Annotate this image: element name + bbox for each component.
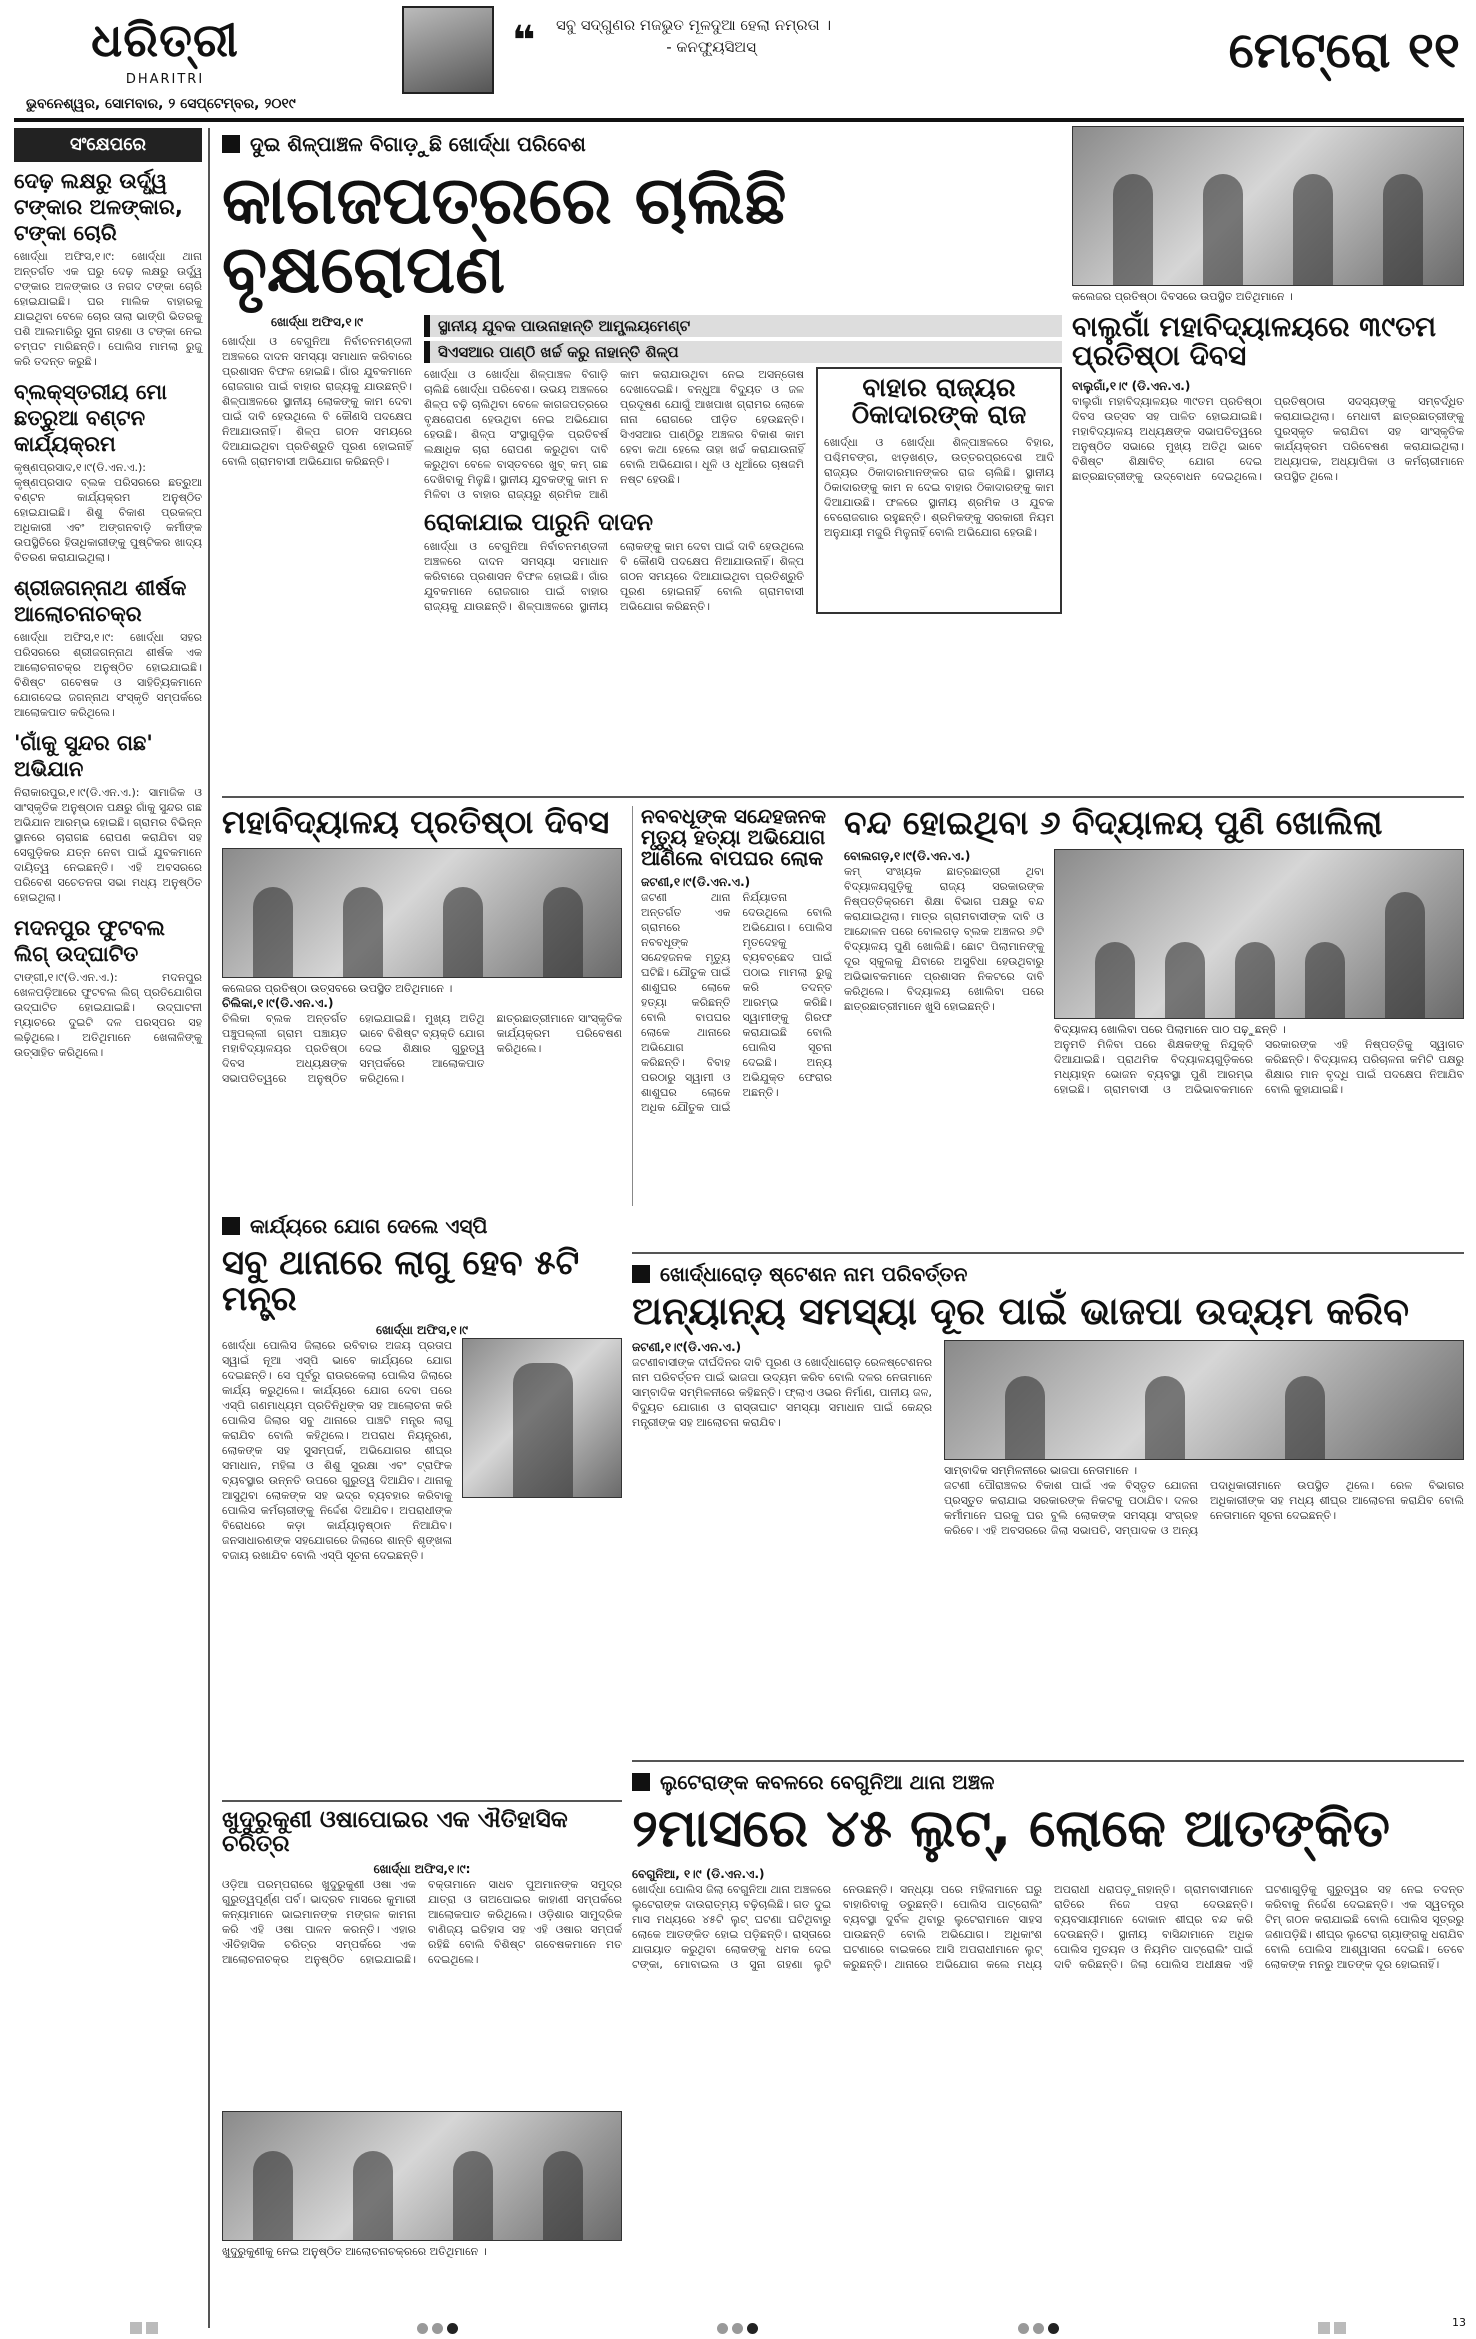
newspaper-logo xyxy=(70,8,260,94)
sidebar-headline: ବାହାର ରାଜ୍ୟର ଠିକାଦାରଙ୍କ ରାଜ xyxy=(851,372,1027,430)
sp-headline: ସବୁ ଥାନାରେ ଲାଗୁ ହେବ ୫ଟି ମନ୍ତ୍ର xyxy=(222,1243,580,1319)
lead-headline: କାଗଜପତ୍ରରେ ଚାଲିଛି ବୃକ୍ଷରୋପଣ xyxy=(222,162,787,309)
college-story xyxy=(222,806,622,1206)
loot-story xyxy=(632,1760,1464,2310)
balugaon-byline: ବାଲୁଗାଁ,୧।୯ (ଡି.ଏନ.ଏ.) xyxy=(1072,378,1191,393)
loot-byline: ବେଗୁନିଆ, ୧।୯ (ଡି.ଏନ.ଏ.) xyxy=(632,1866,765,1881)
masthead xyxy=(0,0,1476,120)
sp-story xyxy=(222,1212,622,1792)
college-byline: ଚିଲିକା,୧।୯(ଡି.ଏନ.ଏ.) xyxy=(222,995,334,1010)
bjp-body: ଜଟଣୀବାସୀଙ୍କ ଦୀର୍ଘଦିନର ଦାବି ପୂରଣ ଓ ଖୋର୍ଦ୍ଧାରୋଡ଼ ରେଳଷ୍ଟେଶନର ନାମ ପରିବର୍ତ୍ତନ ପାଇଁ ଭାଜପା ଉଦ୍ୟମ କରିବ ବୋଲି ଦଳର ନେତାମାନେ ସାମ୍ବାଦିକ ସମ୍ମିଳନୀରେ କହିଛନ୍ତି। ଫ୍ଲାଏ ଓଭର ନିର୍ମାଣ, ପାନୀୟ ଜଳ, ବିଦ୍ୟୁତ ଯୋଗାଣ ଓ ରାସ୍ତାଘାଟ ସମସ୍ୟା ସମାଧାନ ପାଇଁ କେନ୍ଦ୍ର ମନ୍ତ୍ରୀଙ୍କ ସହ ଆଲୋଚନା କରାଯିବ। xyxy=(632,1355,932,1429)
briefs-header: ସଂକ୍ଷେପରେ xyxy=(14,128,202,162)
dowry-story xyxy=(632,806,832,1206)
brief-body: ଟାଙ୍ଗୀ,୧।୯(ଡି.ଏନ.ଏ.): ମଦନପୁର ଖେଳପଡ଼ିଆରେ ଫୁଟବଲ ଲିଗ୍‌ ପ୍ରତିଯୋଗିତା ଉଦ୍‌ଘାଟିତ ହୋଇଯାଇଛି। ଉଦ୍‌ଘାଟନୀ ମ୍ୟାଚରେ ଦୁଇଟି ଦଳ ପରସ୍ପର ସହ ଲଢ଼ିଥିଲେ। ଅତିଥିମାନେ ଖେଳାଳିଙ୍କୁ ଉତ୍ସାହିତ କରିଥିଲେ। xyxy=(14,971,202,1059)
history-byline: ଖୋର୍ଦ୍ଧା ଅଫିସ,୧।୯: xyxy=(373,1862,471,1877)
history-story xyxy=(222,1800,622,2310)
history-body: ଓଡ଼ିଆ ପରମ୍ପରାରେ ଖୁଦୁରୁକୁଣୀ ଓଷା ଏକ ଗୁରୁତ୍ୱପୂର୍ଣ୍ଣ ପର୍ବ। ଭାଦ୍ରବ ମାସରେ କୁମାରୀ କନ୍ୟାମାନେ ଭାଇମାନଙ୍କ ମଙ୍ଗଳ କାମନା କରି ଏହି ଓଷା ପାଳନ କରନ୍ତି। ଏହାର ଐତିହାସିକ ଚରିତ୍ର ସମ୍ପର୍କରେ ଏକ ଆଲୋଚନାଚକ୍ର ଅନୁଷ୍ଠିତ ହୋଇଯାଇଛି। ବକ୍ତାମାନେ ସାଧବ ପୁଅମାନଙ୍କ ସମୁଦ୍ର ଯାତ୍ରା ଓ ତାଅପୋଇର କାହାଣୀ ସମ୍ପର୍କରେ ଆଲୋକପାତ କରିଥିଲେ। ଓଡ଼ିଶାର ସାମୁଦ୍ରିକ ବାଣିଜ୍ୟ ଇତିହାସ ସହ ଏହି ଓଷାର ସମ୍ପର୍କ ରହିଛି ବୋଲି ବିଶିଷ୍ଟ ଗବେଷକମାନେ ମତ ଦେଇଥିଲେ। xyxy=(222,1878,622,1967)
bjp-headline: ଅନ୍ୟାନ୍ୟ ସମସ୍ୟା ଦୂର ପାଇଁ ଭାଜପା ଉଦ୍ୟମ କରିବ xyxy=(632,1289,1410,1333)
brief-title: ଦେଢ଼ ଲକ୍ଷରୁ ଉର୍ଦ୍ଧ୍ୱ ଟଙ୍କାର ଅଳଙ୍କାର, ଟଙ୍କା ଚୋରି xyxy=(14,169,183,245)
brief-title: ଶ୍ରୀଜଗନ୍ନାଥ ଶୀର୍ଷକ ଆଲୋଚନାଚକ୍ର xyxy=(14,576,187,626)
brief-body: ଖୋର୍ଦ୍ଧା ଅଫିସ,୧।୯: ଖୋର୍ଦ୍ଧା ସହର ପରିସରରେ ଶ୍ରୀଜଗନ୍ନାଥ ଶୀର୍ଷକ ଏକ ଆଲୋଚନାଚକ୍ର ଅନୁଷ୍ଠିତ ହୋଇଯାଇଛି। ବିଶିଷ୍ଟ ଗବେଷକ ଓ ସାହିତ୍ୟିକମାନେ ଯୋଗଦେଇ ଜଗନ୍ନାଥ ସଂସ୍କୃତି ସମ୍ପର୍କରେ ଆଲୋକପାତ କରିଥିଲେ। xyxy=(14,631,202,719)
sp-body: ଖୋର୍ଦ୍ଧା ପୋଲିସ ଜିଲାରେ ରବିବାର ଅଜୟ ପ୍ରତାପ ସ୍ୱାଇଁ ନୂଆ ଏସ୍‌ପି ଭାବେ କାର୍ଯ୍ୟରେ ଯୋଗ ଦେଇଛନ୍ତି। ସେ ପୂର୍ବରୁ ରାଉରକେଲା ପୋଲିସ ଜିଲାରେ କାର୍ଯ୍ୟ କରୁଥିଲେ। କାର୍ଯ୍ୟରେ ଯୋଗ ଦେବା ପରେ ଏସ୍‌ପି ଗଣମାଧ୍ୟମ ପ୍ରତିନିଧିଙ୍କ ସହ ଆଲୋଚନା କରି ପୋଲିସ ଜିଲାର ସବୁ ଥାନାରେ ପାଞ୍ଚଟି ମନ୍ତ୍ର ଲାଗୁ କରାଯିବ ବୋଲି କହିଥିଲେ। ଅପରାଧ ନିୟନ୍ତ୍ରଣ, ଲୋକଙ୍କ ସହ ସୁସମ୍ପର୍କ, ଅଭିଯୋଗର ଶୀଘ୍ର ସମାଧାନ, ମହିଳା ଓ ଶିଶୁ ସୁରକ୍ଷା ଏବଂ ଟ୍ରାଫିକ ବ୍ୟବସ୍ଥାର ଉନ୍ନତି ଉପରେ ଗୁରୁତ୍ୱ ଦିଆଯିବ। ଥାନାକୁ ଆସୁଥିବା ଲୋକଙ୍କ ସହ ଭଦ୍ର ବ୍ୟବହାର କରିବାକୁ ପୋଲିସ କର୍ମଚାରୀଙ୍କୁ ନିର୍ଦ୍ଦେଶ ଦିଆଯିବ। ଅପରାଧୀଙ୍କ ବିରୋଧରେ କଡ଼ା କାର୍ଯ୍ୟାନୁଷ୍ଠାନ ନିଆଯିବ। ଜନସାଧାରଣଙ୍କ ସହଯୋଗରେ ଜିଲାରେ ଶାନ୍ତି ଶୃଙ୍ଖଳା ବଜାୟ ରଖାଯିବ ବୋଲି ଏସ୍‌ପି ସୂଚନା ଦେଇଛନ୍ତି। xyxy=(222,1339,452,1563)
brief-item xyxy=(14,915,202,1060)
college-headline: ମହାବିଦ୍ୟାଳୟ ପ୍ରତିଷ୍ଠା ଦିବସ xyxy=(222,806,610,841)
lead-body: ଖୋର୍ଦ୍ଧା ଓ ଖୋର୍ଦ୍ଧା ଶିଳ୍ପାଞ୍ଚଳ ବିଗାଡ଼ି ଚାଲିଛି ଖୋର୍ଦ୍ଧା ପରିବେଶ। ଉଭୟ ଅଞ୍ଚଳରେ ଶିଳ୍ପ ବଢ଼ି ଚାଲିଥିବା ବେଳେ କାଗଜପତ୍ରରେ ବୃକ୍ଷରୋପଣ ହେଉଥିବା ନେଇ ଅଭିଯୋଗ ହେଉଛି। ଶିଳ୍ପ ସଂସ୍ଥାଗୁଡ଼ିକ ପ୍ରତିବର୍ଷ ଲକ୍ଷାଧିକ ଚାରା ରୋପଣ କରୁଥିବା ଦାବି କରୁଥିବା ବେଳେ ବାସ୍ତବରେ ଖୁବ୍‌ କମ୍‌ ଗଛ ଦେଖିବାକୁ ମିଳୁଛି। ସ୍ଥାନୀୟ ଯୁବକଙ୍କୁ କାମ ନ ମିଳିବା ଓ ବାହାର ରାଜ୍ୟରୁ ଶ୍ରମିକ ଆଣି କାମ କରାଯାଉଥିବା ନେଇ ଅସନ୍ତୋଷ ଦେଖାଦେଇଛି। ବନ୍ଧୁଆ ବିଦ୍ୟୁତ ଓ ଜଳ ପ୍ରଦୂଷଣ ଯୋଗୁଁ ଆଖପାଖ ଗ୍ରାମର ଲୋକେ ନାନା ରୋଗରେ ପୀଡ଼ିତ ହେଉଛନ୍ତି। ସିଏସଆର ପାଣ୍ଠିରୁ ଅଞ୍ଚଳର ବିକାଶ କାମ ହେବା କଥା ହେଲେ ତାହା ଖର୍ଚ୍ଚ କରାଯାଉନାହିଁ ବୋଲି ଅଭିଯୋଗ। ଧୂଳି ଓ ଧୂଆଁରେ ଚାଷଜମି ନଷ୍ଟ ହେଉଛି। xyxy=(424,367,804,501)
sidebar-body: ଖୋର୍ଦ୍ଧା ଓ ଖୋର୍ଦ୍ଧା ଶିଳ୍ପାଞ୍ଚଳରେ ବିହାର, ପଶ୍ଚିମବଙ୍ଗ, ଝାଡ଼ଖଣ୍ଡ, ଉତ୍ତରପ୍ରଦେଶ ଆଦି ରାଜ୍ୟର ଠିକାଦାରମାନଙ୍କର ରାଜ ଚାଲିଛି। ସ୍ଥାନୀୟ ଠିକାଦାରଙ୍କୁ କାମ ନ ଦେଇ ବାହାର ଠିକାଦାରଙ୍କୁ କାମ ଦିଆଯାଉଛି। ଫଳରେ ସ୍ଥାନୀୟ ଶ୍ରମିକ ଓ ଯୁବକ ବେରୋଜଗାର ରହୁଛନ୍ତି। ଶ୍ରମିକଙ୍କୁ ସରକାରୀ ନିୟମ ଅନୁଯାୟୀ ମଜୁରି ମିଳୁନାହିଁ ବୋଲି ଅଭିଯୋଗ ହେଉଛି। xyxy=(824,436,1054,540)
bjp-kicker: ଖୋର୍ଦ୍ଧାରୋଡ଼ ଷ୍ଟେଶନ ନାମ ପରିବର୍ତ୍ତନ xyxy=(632,1260,1464,1288)
loot-headline: ୨ମାସରେ ୪୫ ଲୁଟ୍‌, ଲୋକେ ଆତଙ୍କିତ xyxy=(632,1799,1390,1859)
balugaon-story xyxy=(1072,126,1464,790)
briefs-column xyxy=(14,128,210,2328)
section-divider xyxy=(222,796,1464,798)
dateline: ଭୁବନେଶ୍ୱର, ସୋମବାର, ୨ ସେପ୍ଟେମ୍ବର, ୨୦୧୯ xyxy=(14,96,1464,122)
balugaon-body: ବାଲୁଗାଁ ମହାବିଦ୍ୟାଳୟର ୩୯ତମ ପ୍ରତିଷ୍ଠା ଦିବସ ଉତ୍ସବ ସହ ପାଳିତ ହୋଇଯାଇଛି। ମହାବିଦ୍ୟାଳୟ ଅଧ୍ୟକ୍ଷଙ୍କ ସଭାପତିତ୍ୱରେ ଅନୁଷ୍ଠିତ ସଭାରେ ମୁଖ୍ୟ ଅତିଥି ଭାବେ ବିଶିଷ୍ଟ ଶିକ୍ଷାବିତ୍‌ ଯୋଗ ଦେଇ ଛାତ୍ରଛାତ୍ରୀଙ୍କୁ ଉଦ୍‌ବୋଧନ ଦେଇଥିଲେ। ପ୍ରତିଷ୍ଠାତା ସଦସ୍ୟଙ୍କୁ ସମ୍ବର୍ଦ୍ଧିତ କରାଯାଇଥିଲା। ମେଧାବୀ ଛାତ୍ରଛାତ୍ରୀଙ୍କୁ ପୁରସ୍କୃତ କରାଯିବା ସହ ସାଂସ୍କୃତିକ କାର୍ଯ୍ୟକ୍ରମ ପରିବେଷଣ କରାଯାଇଥିଲା। ଅଧ୍ୟାପକ, ଅଧ୍ୟାପିକା ଓ କର୍ମଚାରୀମାନେ ଉପସ୍ଥିତ ଥିଲେ। xyxy=(1072,394,1464,483)
sp-photo xyxy=(462,1338,622,1498)
brief-title: ବ୍ଲକ୍‌ସ୍ତରୀୟ ମୋ ଛତ୍ରୁଆ ବଣ୍ଟନ କାର୍ଯ୍ୟକ୍ରମ xyxy=(14,380,167,456)
brief-item xyxy=(14,379,202,565)
sp-kicker: କାର୍ଯ୍ୟରେ ଯୋଗ ଦେଲେ ଏସ୍‌ପି xyxy=(222,1212,622,1240)
quote-text: ସବୁ ସଦ୍‌ଗୁଣର ମଜଭୁତ ମୂଳଦୁଆ ହେଲା ନମ୍ରତା । xyxy=(556,16,832,34)
brief-title: ମଦନପୁର ଫୁଟବଲ ଲିଗ୍‌ ଉଦ୍‌ଘାଟିତ xyxy=(14,916,165,966)
college-caption: କଲେଜର ପ୍ରତିଷ୍ଠା ଉତ୍ସବରେ ଉପସ୍ଥିତ ଅତିଥିମାନେ । xyxy=(222,981,453,995)
section-title: ମେଟ୍ରୋ ୧୧ xyxy=(1228,21,1460,79)
brief-item xyxy=(14,168,202,369)
schools-body-continued: ଅନୁମତି ମିଳିବା ପରେ ଶିକ୍ଷକଙ୍କୁ ନିଯୁକ୍ତି ଦିଆଯାଇଛି। ପ୍ରାଥମିକ ବିଦ୍ୟାଳୟଗୁଡ଼ିକରେ ମଧ୍ୟାହ୍ନ ଭୋଜନ ବ୍ୟବସ୍ଥା ପୁଣି ଆରମ୍ଭ ହୋଇଛି। ଗ୍ରାମବାସୀ ଓ ଅଭିଭାବକମାନେ ସରକାରଙ୍କ ଏହି ନିଷ୍ପତ୍ତିକୁ ସ୍ୱାଗତ କରିଛନ୍ତି। ବିଦ୍ୟାଳୟ ପରିଚାଳନା କମିଟି ପକ୍ଷରୁ ଶିକ୍ଷାର ମାନ ବୃଦ୍ଧି ପାଇଁ ପଦକ୍ଷେପ ନିଆଯିବ ବୋଲି କୁହାଯାଇଛି। xyxy=(1054,1037,1464,1096)
schools-byline: ବୋଲଗଡ଼,୧।୯(ଡି.ଏନ.ଏ.) xyxy=(844,848,971,863)
brief-body: କୃଷ୍ଣପ୍ରସାଦ,୧।୯(ଡି.ଏନ.ଏ.): କୃଷ୍ଣପ୍ରସାଦ ବ୍ଲକ ପରିସରରେ ଛତ୍ରୁଆ ବଣ୍ଟନ କାର୍ଯ୍ୟକ୍ରମ ଅନୁଷ୍ଠିତ ହୋଇଯାଇଛି। ଶିଶୁ ବିକାଶ ପ୍ରକଳ୍ପ ଅଧିକାରୀ ଏବଂ ଅଙ୍ଗନବାଡ଼ି କର୍ମୀଙ୍କ ଉପସ୍ଥିତିରେ ହିତାଧିକାରୀଙ୍କୁ ପୁଷ୍ଟିକର ଖାଦ୍ୟ ବିତରଣ କରାଯାଇଥିଲା। xyxy=(14,461,202,564)
history-headline: ଖୁଦୁରୁକୁଣୀ ଓଷାପୋଇର ଏକ ଐତିହାସିକ ଚରିତ୍ର xyxy=(222,1807,568,1858)
balugaon-photo xyxy=(1072,126,1464,286)
schools-headline: ବନ୍ଦ ହୋଇଥିବା ୬ ବିଦ୍ୟାଳୟ ପୁଣି ଖୋଲିଲା xyxy=(844,806,1383,842)
loot-kicker: ଲୁଟେରାଙ୍କ କବଳରେ ବେଗୁନିଆ ଥାନା ଅଞ୍ଚଳ xyxy=(632,1768,1464,1796)
lead-story xyxy=(222,130,1062,790)
schools-body: କମ୍‌ ସଂଖ୍ୟକ ଛାତ୍ରଛାତ୍ରୀ ଥିବା ବିଦ୍ୟାଳୟଗୁଡ଼ିକୁ ରାଜ୍ୟ ସରକାରଙ୍କ ନିଷ୍ପତ୍ତିକ୍ରମେ ଶିକ୍ଷା ବିଭାଗ ପକ୍ଷରୁ ବନ୍ଦ କରାଯାଇଥିଲା। ମାତ୍ର ଗ୍ରାମବାସୀଙ୍କ ଦାବି ଓ ଆନ୍ଦୋଳନ ପରେ ବୋଲଗଡ଼ ବ୍ଲକ ଅଞ୍ଚଳର ୬ଟି ବିଦ୍ୟାଳୟ ପୁଣି ଖୋଲିଛି। ଛୋଟ ପିଲାମାନଙ୍କୁ ଦୂର ସ୍କୁଲକୁ ଯିବାରେ ଅସୁବିଧା ହେଉଥିବାରୁ ଅଭିଭାବକମାନେ ପ୍ରଶାସନ ନିକଟରେ ଦାବି କରିଥିଲେ। ବିଦ୍ୟାଳୟ ଖୋଲିବା ପରେ ଛାତ୍ରଛାତ୍ରୀମାନେ ଖୁସି ହୋଇଛନ୍ତି। xyxy=(844,864,1044,1013)
sp-byline: ଖୋର୍ଦ୍ଧା ଅଫିସ,୧।୯ xyxy=(375,1323,468,1338)
bjp-photo xyxy=(944,1340,1464,1460)
lead-subhead: ରୋକାଯାଇ ପାରୁନି ଦାଦନ xyxy=(424,507,654,536)
lead-tag-csr: ସିଏସଆର ପାଣ୍ଠି ଖର୍ଚ୍ଚ କରୁ ନାହାନ୍ତି ଶିଳ୍ପ xyxy=(424,341,1062,363)
contractor-sidebar xyxy=(816,367,1062,614)
dowry-headline: ନବବଧୂଙ୍କ ସନ୍ଦେହଜନକ ମୃତ୍ୟୁ ହତ୍ୟା ଅଭିଯୋଗ ଆଣିଲେ ବାପଘର ଲୋକ xyxy=(641,806,827,870)
schools-photo xyxy=(1054,849,1464,1019)
bjp-story xyxy=(632,1252,1464,1752)
brief-title: 'ଗାଁକୁ ସୁନ୍ଦର ଗଛ' ଅଭିଯାନ xyxy=(14,731,153,781)
balugaon-caption: କଲେଜର ପ୍ରତିଷ୍ଠା ଦିବସରେ ଉପସ୍ଥିତ ଅତିଥିମାନେ । xyxy=(1072,290,1293,303)
lead-tag-employment: ସ୍ଥାନୀୟ ଯୁବକ ପାଉନାହାନ୍ତି ଆମ୍ପ୍ଲୟମେଣ୍ଟ xyxy=(424,315,1062,337)
quote-author: - କନଫ୍ୟୁସିଅସ୍‌ xyxy=(666,38,756,56)
schools-story xyxy=(844,806,1464,1246)
lead-subhead-body: ଖୋର୍ଦ୍ଧା ଓ ବେଗୁନିଆ ନିର୍ବାଚନମଣ୍ଡଳୀ ଅଞ୍ଚଳରେ ଦାଦନ ସମସ୍ୟା ସମାଧାନ କରିବାରେ ପ୍ରଶାସନ ବିଫଳ ହୋଇଛି। ଗାଁର ଯୁବକମାନେ ରୋଜଗାର ପାଇଁ ବାହାର ରାଜ୍ୟକୁ ଯାଉଛନ୍ତି। ଶିଳ୍ପାଞ୍ଚଳରେ ସ୍ଥାନୀୟ ଲୋକଙ୍କୁ କାମ ଦେବା ପାଇଁ ଦାବି ହେଉଥିଲେ ବି କୌଣସି ପଦକ୍ଷେପ ନିଆଯାଉନାହିଁ। ଶିଳ୍ପ ଗଠନ ସମୟରେ ଦିଆଯାଇଥିବା ପ୍ରତିଶ୍ରୁତି ପୂରଣ ହୋଇନାହିଁ ବୋଲି ଗ୍ରାମବାସୀ ଅଭିଯୋଗ କରିଛନ୍ତି। xyxy=(424,539,804,613)
lead-byline: ଖୋର୍ଦ୍ଧା ଅଫିସ,୧।୯ xyxy=(270,314,363,329)
logo-wordmark: ଧରିତ୍ରୀ xyxy=(91,13,239,67)
page-number: 13 xyxy=(1452,2316,1466,2329)
college-photo xyxy=(222,848,622,978)
lead-body-intro: ଖୋର୍ଦ୍ଧା ଓ ବେଗୁନିଆ ନିର୍ବାଚନମଣ୍ଡଳୀ ଅଞ୍ଚଳରେ ଦାଦନ ସମସ୍ୟା ସମାଧାନ କରିବାରେ ପ୍ରଶାସନ ବିଫଳ ହୋଇଛି। ଗାଁର ଯୁବକମାନେ ରୋଜଗାର ପାଇଁ ବାହାର ରାଜ୍ୟକୁ ଯାଉଛନ୍ତି। ଶିଳ୍ପାଞ୍ଚଳରେ ସ୍ଥାନୀୟ ଲୋକଙ୍କୁ କାମ ଦେବା ପାଇଁ ଦାବି ହେଉଥିଲେ ବି କୌଣସି ପଦକ୍ଷେପ ନିଆଯାଉନାହିଁ। ଶିଳ୍ପ ଗଠନ ସମୟରେ ଦିଆଯାଇଥିବା ପ୍ରତିଶ୍ରୁତି ପୂରଣ ହୋଇନାହିଁ ବୋଲି ଗ୍ରାମବାସୀ ଅଭିଯୋଗ କରିଛନ୍ତି। xyxy=(222,334,412,468)
lead-kicker: ଦୁଇ ଶିଳ୍ପାଞ୍ଚଳ ବିଗାଡ଼ୁଛି ଖୋର୍ଦ୍ଧା ପରିବେଶ xyxy=(222,130,1062,158)
bjp-caption: ସାମ୍ବାଦିକ ସମ୍ମିଳନୀରେ ଭାଜପା ନେତାମାନେ । xyxy=(944,1463,1138,1477)
brief-body: ଖୋର୍ଦ୍ଧା ଅଫିସ,୧।୯: ଖୋର୍ଦ୍ଧା ଥାନା ଅନ୍ତର୍ଗତ ଏକ ଘରୁ ଦେଢ଼ ଲକ୍ଷରୁ ଉର୍ଦ୍ଧ୍ୱ ଟଙ୍କାର ଅଳଙ୍କାର ଓ ନଗଦ ଟଙ୍କା ଚୋରି ହୋଇଯାଇଛି। ଘର ମାଲିକ ବାହାରକୁ ଯାଇଥିବା ବେଳେ ଚୋର ତାଲା ଭାଙ୍ଗି ଭିତରକୁ ପଶି ଆଲମାରିରୁ ସୁନା ଗହଣା ଓ ଟଙ୍କା ନେଇ ଚମ୍ପଟ ମାରିଛନ୍ତି। ପୋଲିସ ମାମଲା ରୁଜୁ କରି ତଦନ୍ତ କରୁଛି। xyxy=(14,250,202,368)
brief-item xyxy=(14,730,202,905)
logo-subtitle: DHARITRI xyxy=(125,72,205,87)
history-caption: ଖୁଦୁରୁକୁଣୀକୁ ନେଇ ଅନୁଷ୍ଠିତ ଆଲୋଚନାଚକ୍ରରେ ଅତିଥିମାନେ । xyxy=(222,2245,487,2259)
quote-mark-icon: ❝ xyxy=(512,18,536,64)
dowry-body: ଜଟଣୀ ଥାନା ଅନ୍ତର୍ଗତ ଏକ ଗ୍ରାମରେ ନବବଧୂଙ୍କ ସନ୍ଦେହଜନକ ମୃତ୍ୟୁ ଘଟିଛି। ଯୌତୁକ ପାଇଁ ଶାଶୁଘର ଲୋକେ ହତ୍ୟା କରିଛନ୍ତି ବୋଲି ବାପଘର ଲୋକେ ଥାନାରେ ଅଭିଯୋଗ କରିଛନ୍ତି। ବିବାହ ପରଠାରୁ ସ୍ୱାମୀ ଓ ଶାଶୁଘର ଲୋକେ ଅଧିକ ଯୌତୁକ ପାଇଁ ନିର୍ଯ୍ୟାତନା ଦେଉଥିଲେ ବୋଲି ଅଭିଯୋଗ। ପୋଲିସ ମୃତଦେହକୁ ବ୍ୟବଚ୍ଛେଦ ପାଇଁ ପଠାଇ ମାମଲା ରୁଜୁ କରି ତଦନ୍ତ ଆରମ୍ଭ କରିଛି। ସ୍ୱାମୀଙ୍କୁ ଗିରଫ କରାଯାଇଛି ବୋଲି ପୋଲିସ ସୂଚନା ଦେଇଛି। ଅନ୍ୟ ଅଭିଯୁକ୍ତ ଫେରାର ଅଛନ୍ତି। xyxy=(641,891,832,1114)
print-registration-marks xyxy=(0,2318,1476,2338)
bjp-byline: ଜଟଣୀ,୧।୯(ଡି.ଏନ.ଏ.) xyxy=(632,1339,742,1354)
quote-author-portrait xyxy=(402,6,494,94)
history-photo xyxy=(222,2111,622,2241)
college-body: ଚିଲିକା ବ୍ଲକ ଅନ୍ତର୍ଗତ ପଞ୍ଚୁପଲ୍ଲୀ ଗ୍ରାମ ପଞ୍ଚାୟତ ମହାବିଦ୍ୟାଳୟର ପ୍ରତିଷ୍ଠା ଦିବସ ଅଧ୍ୟକ୍ଷଙ୍କ ସଭାପତିତ୍ୱରେ ଅନୁଷ୍ଠିତ ହୋଇଯାଇଛି। ମୁଖ୍ୟ ଅତିଥି ଭାବେ ବିଶିଷ୍ଟ ବ୍ୟକ୍ତି ଯୋଗ ଦେଇ ଶିକ୍ଷାର ଗୁରୁତ୍ୱ ସମ୍ପର୍କରେ ଆଲୋକପାତ କରିଥିଲେ। ଛାତ୍ରଛାତ୍ରୀମାନେ ସାଂସ୍କୃତିକ କାର୍ଯ୍ୟକ୍ରମ ପରିବେଷଣ କରିଥିଲେ। xyxy=(222,1011,622,1085)
brief-item xyxy=(14,575,202,720)
quote-of-the-day xyxy=(556,14,876,58)
bjp-body-continued: ଜଟଣୀ ପୌରାଞ୍ଚଳର ବିକାଶ ପାଇଁ ଏକ ବିସ୍ତୃତ ଯୋଜନା ପ୍ରସ୍ତୁତ କରାଯାଇ ସରକାରଙ୍କ ନିକଟକୁ ପଠାଯିବ। ଦଳର କର୍ମୀମାନେ ଘରକୁ ଘର ବୁଲି ଲୋକଙ୍କ ସମସ୍ୟା ସଂଗ୍ରହ କରିବେ। ଏହି ଅବସରରେ ଜିଲା ସଭାପତି, ସମ୍ପାଦକ ଓ ଅନ୍ୟ ପଦାଧିକାରୀମାନେ ଉପସ୍ଥିତ ଥିଲେ। ରେଳ ବିଭାଗର ଅଧିକାରୀଙ୍କ ସହ ମଧ୍ୟ ଶୀଘ୍ର ଆଲୋଚନା କରାଯିବ ବୋଲି ନେତାମାନେ ସୂଚନା ଦେଇଛନ୍ତି। xyxy=(944,1478,1464,1537)
brief-body: ନିରାକାରପୁର,୧।୯(ଡି.ଏନ.ଏ.): ସାମାଜିକ ଓ ସାଂସ୍କୃତିକ ଅନୁଷ୍ଠାନ ପକ୍ଷରୁ ଗାଁକୁ ସୁନ୍ଦର ଗଛ ଅଭିଯାନ ଆରମ୍ଭ ହୋଇଛି। ଗ୍ରାମର ବିଭିନ୍ନ ସ୍ଥାନରେ ଚାରାଗଛ ରୋପଣ କରାଯିବା ସହ ସେଗୁଡ଼ିକର ଯତ୍ନ ନେବା ପାଇଁ ଯୁବକମାନେ ଦାୟିତ୍ୱ ନେଇଛନ୍ତି। ଏହି ଅବସରରେ ପରିବେଶ ସଚେତନତା ସଭା ମଧ୍ୟ ଅନୁଷ୍ଠିତ ହୋଇଥିଲା। xyxy=(14,786,202,904)
schools-caption: ବିଦ୍ୟାଳୟ ଖୋଲିବା ପରେ ପିଲାମାନେ ପାଠ ପଢ଼ୁଛନ୍ତି । xyxy=(1054,1022,1286,1036)
dowry-byline: ଜଟଣୀ,୧।୯(ଡି.ଏନ.ଏ.) xyxy=(641,875,751,889)
balugaon-headline: ବାଲୁଗାଁ ମହାବିଦ୍ୟାଳୟରେ ୩୯ତମ ପ୍ରତିଷ୍ଠା ଦିବସ xyxy=(1072,310,1437,373)
loot-body: ଖୋର୍ଦ୍ଧା ପୋଲିସ ଜିଲା ବେଗୁନିଆ ଥାନା ଅଞ୍ଚଳରେ ଲୁଟେରାଙ୍କ ଦାଉରାତ୍ମ୍ୟ ବଢ଼ିଚାଲିଛି। ଗତ ଦୁଇ ମାସ ମଧ୍ୟରେ ୪୫ଟି ଲୁଟ୍‌ ଘଟଣା ଘଟିଥିବାରୁ ଲୋକେ ଆତଙ୍କିତ ହୋଇ ପଡ଼ିଛନ୍ତି। ରାସ୍ତାରେ ଯାତାୟାତ କରୁଥିବା ଲୋକଙ୍କୁ ଧମକ ଦେଇ ଟଙ୍କା, ମୋବାଇଲ ଓ ସୁନା ଗହଣା ଲୁଟି ନେଉଛନ୍ତି। ସନ୍ଧ୍ୟା ପରେ ମହିଳାମାନେ ଘରୁ ବାହାରିବାକୁ ଡରୁଛନ୍ତି। ପୋଲିସ ପାଟ୍ରୋଲିଂ ବ୍ୟବସ୍ଥା ଦୁର୍ବଳ ଥିବାରୁ ଲୁଟେରାମାନେ ସାହସ ପାଉଛନ୍ତି ବୋଲି ଅଭିଯୋଗ। ଅଧିକାଂଶ ଘଟଣାରେ ବାଇକରେ ଆସି ଅପରାଧୀମାନେ ଲୁଟ୍‌ କରୁଛନ୍ତି। ଥାନାରେ ଅଭିଯୋଗ କଲେ ମଧ୍ୟ ଅପରାଧୀ ଧରାପଡ଼ୁନାହାନ୍ତି। ଗ୍ରାମବାସୀମାନେ ରାତିରେ ନିଜେ ପହରା ଦେଉଛନ୍ତି। ବ୍ୟବସାୟୀମାନେ ଦୋକାନ ଶୀଘ୍ର ବନ୍ଦ କରି ଦେଉଛନ୍ତି। ସ୍ଥାନୀୟ ବାସିନ୍ଦାମାନେ ଅଧିକ ପୋଲିସ ମୁତୟନ ଓ ନିୟମିତ ପାଟ୍ରୋଲିଂ ପାଇଁ ଦାବି କରିଛନ୍ତି। ଜିଲା ପୋଲିସ ଅଧୀକ୍ଷକ ଏହି ଘଟଣାଗୁଡ଼ିକୁ ଗୁରୁତ୍ୱର ସହ ନେଇ ତଦନ୍ତ କରିବାକୁ ନିର୍ଦ୍ଦେଶ ଦେଇଛନ୍ତି। ଏକ ସ୍ୱତନ୍ତ୍ର ଟିମ୍‌ ଗଠନ କରାଯାଇଛି ବୋଲି ପୋଲିସ ସୂତ୍ରରୁ ଜଣାପଡ଼ିଛି। ଶୀଘ୍ର ଲୁଟେରା ଗ୍ୟାଙ୍ଗକୁ ଧରାଯିବ ବୋଲି ପୋଲିସ ଆଶ୍ୱାସନା ଦେଇଛି। ତେବେ ଲୋକଙ୍କ ମନରୁ ଆତଙ୍କ ଦୂର ହୋଇନାହିଁ। xyxy=(632,1882,1464,1971)
